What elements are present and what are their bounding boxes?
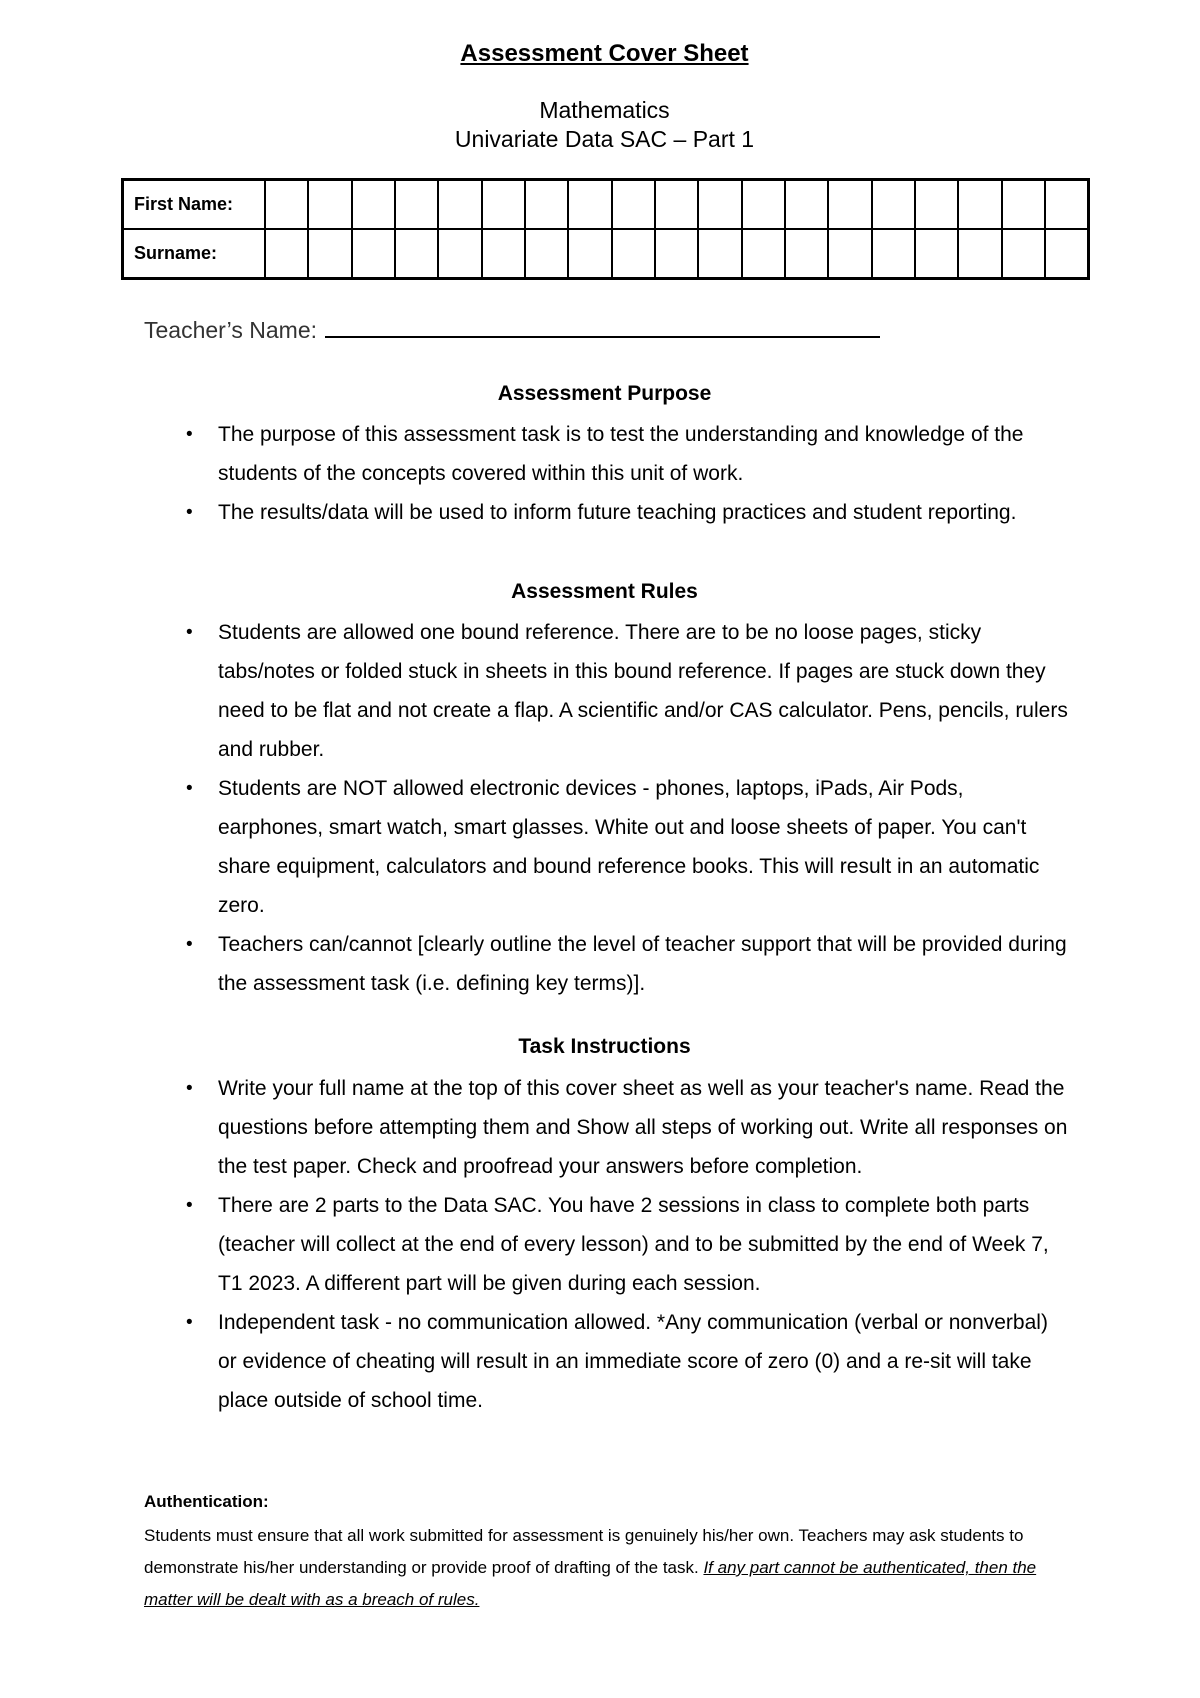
list-item: • The results/data will be used to inform future teaching practices and student reporting.	[218, 493, 1068, 532]
letter-box[interactable]	[352, 180, 395, 230]
letter-box[interactable]	[525, 180, 568, 230]
letter-box[interactable]	[1002, 229, 1045, 279]
list-item: • Students are allowed one bound reference. There are to be no loose pages, sticky tabs/notes or folded stuck in sheets in this bound reference. If pages are stuck down they need to be flat and not create a flap. A scientific and/or CAS calculator. Pens, pencils, rulers and rubber.	[218, 613, 1068, 769]
letter-box[interactable]	[1002, 180, 1045, 230]
letter-box[interactable]	[308, 180, 351, 230]
letter-box[interactable]	[742, 229, 785, 279]
letter-box[interactable]	[785, 229, 828, 279]
letter-box[interactable]	[265, 229, 308, 279]
first-name-label: First Name:	[123, 180, 266, 230]
letter-box[interactable]	[1045, 229, 1089, 279]
teacher-name-label: Teacher’s Name:	[144, 317, 318, 343]
authentication-heading: Authentication:	[144, 1492, 269, 1511]
letter-box[interactable]	[655, 180, 698, 230]
letter-box[interactable]	[568, 229, 611, 279]
purpose-list	[218, 415, 1068, 532]
letter-box[interactable]	[438, 180, 481, 230]
purpose-heading: Assessment Purpose	[497, 382, 712, 405]
authentication-body: Students must ensure that all work submitted for assessment is genuinely his/her own. Teachers may ask students to demonstrate his/her understanding or provide proof of drafting of the task.	[144, 1526, 1024, 1577]
list-item: • The purpose of this assessment task is to test the understanding and knowledge of the students of the concepts covered within this unit of work.	[218, 415, 1068, 493]
instructions-heading: Task Instructions	[518, 1035, 691, 1058]
surname-label: Surname:	[123, 229, 266, 279]
letter-box[interactable]	[308, 229, 351, 279]
letter-box[interactable]	[872, 229, 915, 279]
letter-box[interactable]	[958, 229, 1001, 279]
list-item: • Students are NOT allowed electronic devices - phones, laptops, iPads, Air Pods, earphones, smart watch, smart glasses. White out and loose sheets of paper. You can't share equipment, calculators and bound reference books. This will result in an automatic zero.	[218, 769, 1068, 925]
list-item: • Independent task - no communication allowed. *Any communication (verbal or nonverbal) or evidence of cheating will result in an immediate score of zero (0) and a re-sit will take place outside of school time.	[218, 1303, 1068, 1420]
letter-box[interactable]	[828, 180, 871, 230]
letter-box[interactable]	[568, 180, 611, 230]
letter-box[interactable]	[915, 180, 958, 230]
list-item: • Teachers can/cannot [clearly outline the level of teacher support that will be provided during the assessment task (i.e. defining key terms)].	[218, 925, 1068, 1003]
authentication-warning: If any part cannot be authenticated, then the matter will be dealt with as a breach of rules.	[144, 1558, 1037, 1609]
teacher-name-line	[144, 314, 880, 344]
rules-list	[218, 613, 1068, 1003]
page-title: Assessment Cover Sheet	[460, 40, 749, 67]
letter-box[interactable]	[612, 229, 655, 279]
letter-box[interactable]	[698, 229, 741, 279]
teacher-name-blank	[325, 314, 880, 338]
task-name: Univariate Data SAC – Part 1	[454, 126, 755, 152]
list-item: • There are 2 parts to the Data SAC. You have 2 sessions in class to complete both parts (teacher will collect at the end of every lesson) and to be submitted by the end of Week 7, T1 2023. A different part will be given during each session.	[218, 1186, 1068, 1303]
letter-box[interactable]	[698, 180, 741, 230]
letter-box[interactable]	[265, 180, 308, 230]
letter-box[interactable]	[655, 229, 698, 279]
letter-box[interactable]	[395, 180, 438, 230]
letter-box[interactable]	[438, 229, 481, 279]
letter-box[interactable]	[872, 180, 915, 230]
letter-box[interactable]	[352, 229, 395, 279]
letter-box[interactable]	[1045, 180, 1089, 230]
subject-name: Mathematics	[539, 97, 670, 123]
letter-box[interactable]	[612, 180, 655, 230]
list-item: • Write your full name at the top of this cover sheet as well as your teacher's name. Read the questions before attempting them and Show all steps of working out. Write all responses on the test paper. Check and proofread your answers before completion.	[218, 1069, 1068, 1186]
letter-box[interactable]	[915, 229, 958, 279]
instructions-list	[218, 1069, 1068, 1420]
letter-box[interactable]	[785, 180, 828, 230]
letter-box[interactable]	[395, 229, 438, 279]
rules-heading: Assessment Rules	[511, 580, 698, 603]
letter-box[interactable]	[828, 229, 871, 279]
letter-box[interactable]	[958, 180, 1001, 230]
letter-box[interactable]	[525, 229, 568, 279]
letter-box[interactable]	[742, 180, 785, 230]
authentication-text	[144, 1520, 1044, 1616]
first-name-row	[123, 180, 1089, 230]
letter-box[interactable]	[482, 229, 525, 279]
surname-row	[123, 229, 1089, 279]
letter-box[interactable]	[482, 180, 525, 230]
name-entry-table	[121, 178, 1090, 280]
